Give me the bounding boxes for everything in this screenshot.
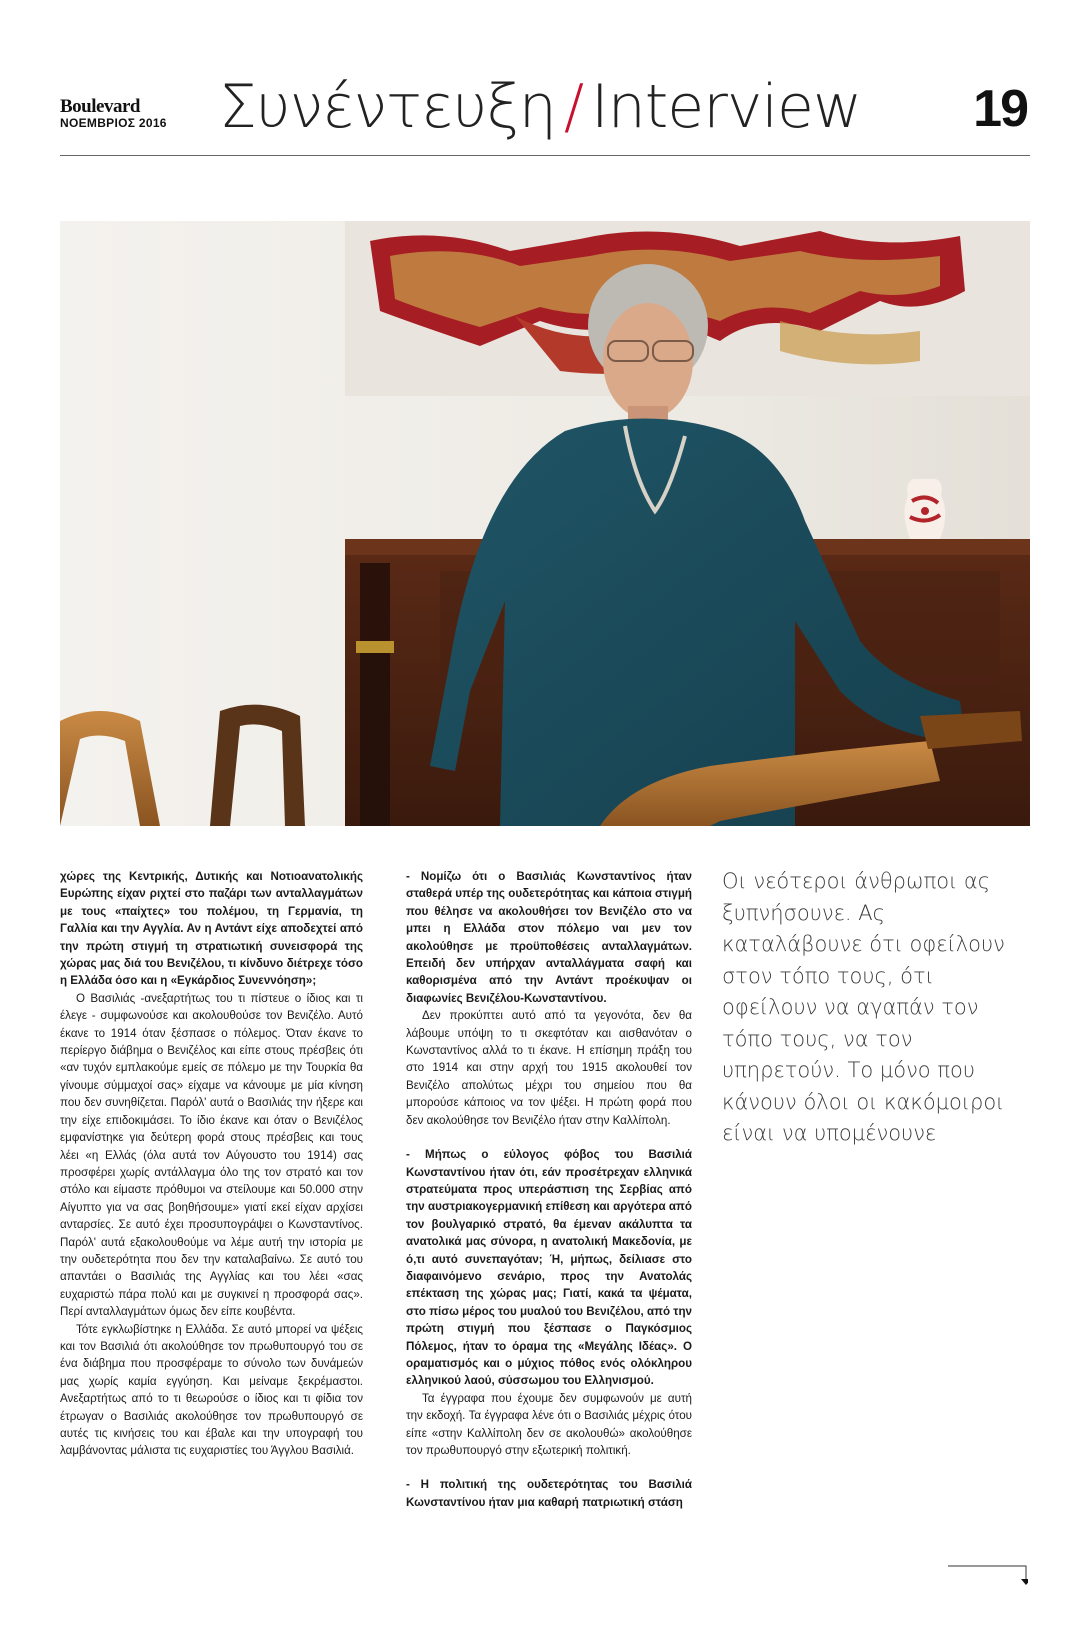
brand-name: Boulevard: [60, 96, 140, 117]
continue-arrow-icon: [948, 1565, 1028, 1587]
page-number: 19: [973, 80, 1027, 138]
portrait-photo: [60, 221, 1030, 826]
section-slash: /: [563, 72, 584, 142]
answer-paragraph: Ο Βασιλιάς -ανεξαρτήτως του τι πίστευε ο ίδιος και τι έλεγε - συμφωνούσε και ακολουθούσε τον Βενιζέλο. Αυτό έκανε το 1914 όταν ξέσπασε ο πόλεμος. Όταν έκανε το περίεργο διάβημα ο Βενιζέλος και είπε στους πρέσβεις ότι «αν τυχόν εμπλακούμε εμείς σε πόλεμο με την Τουρκία θα γίνουμε σύμμαχοί σας» είχαμε να κάνουμε με μία κίνηση που δεν συνηθίζεται. Παρόλ' αυτά ο Βασιλιάς την ήξερε και την είχε επιδοκιμάσει. Το ίδιο έκανε και όταν ο Βενιζέλος εμφανίστηκε για δεύτερη φορά στους πρέσβεις και τους λέει «η Ελλάς (όλα αυτά τον Αύγουστο του 1914) σας προσφέρει χωρίς αντάλλαγμα όλο της τον στρατό και τον στόλο και είμαστε πρόθυμοι να στείλουμε και 50.000 στην Αίγυπτο για να σας βοηθήσουμε» γιατί εκεί είχαν αρχίσει ανταρσίες. Σε αυτό έχει προσυπογράψει ο Κωνσταντίνος. Παρόλ' αυτά εξακολουθούμε να λέμε αυτή την ιστορία με την ουδετερότητα που δεν την καταλαβαίνω. Σε αυτό του απαντάει ο Βασιλιάς της Αγγλίας και του λέει «σας ευχαριστώ πάρα πολύ και με συγκινεί η προσφορά σας». Περί ανταλλαγμάτων όμως δεν είπε κουβέντα.: [60, 991, 363, 1319]
answer-paragraph: Δεν προκύπτει αυτό από τα γεγονότα, δεν θα λάβουμε υπόψη το τι σκεφτόταν και αισθανόταν ο Κωνσταντίνος αλλά το τι έκανε. Η επίσημη πράξη του στο 1914 και στην αρχή του 1915 ακολουθεί τον Βενιζέλο απολύτως μέχρι του σημείου που θα μπορούσε κάποιος να τον ψέξει. Η πρώτη φορά που δεν ακολούθησε τον Βενιζέλο ήταν στην Καλλίπολη.: [406, 1009, 692, 1127]
section-title-greek: Συνέντευξη: [218, 72, 556, 142]
header-divider: [60, 155, 1030, 156]
question-paragraph: χώρες της Κεντρικής, Δυτικής και Νοτιοανατολικής Ευρώπης είχαν ριχτεί στο παζάρι των ανταλλαγμάτων με τους «παίχτες» του πολέμου, τη Γερμανία, τη Γαλλία και την Αγγλία. Αν η Αντάντ είχε αποδεχτεί από την πρώτη στιγμή τη στρατιωτική συνεισφορά της χώρας μας διά του Βενιζέλου, τι κίνδυνο διέτρεχε τόσο η Ελλάδα όσο και η «Εγκάρδιος Συνεννόηση»;: [60, 870, 363, 988]
answer-paragraph: Τότε εγκλωβίστηκε η Ελλάδα. Σε αυτό μπορεί να ψέξεις και τον Βασιλιά ότι ακολούθησε τον πρωθυπουργό του σε ένα διάβημα που προσφέραμε το σύνολο των δυνάμεών μας χωρίς καμία εγγύηση. Και μείναμε ξεκρέμαστοι. Ανεξαρτήτως από το τι θεωρούσε ο ίδιος και τι φίδια τον έτρωγαν ο Βασιλιάς ακολούθησε τον πρωθυπουργό σε αυτές τις κινήσεις του και έβαλε και την υπογραφή του λαμβάνοντας μάλιστα τις ευχαριστίες του Άγγλου Βασιλιά.: [60, 1322, 363, 1458]
answer-paragraph: Τα έγγραφα που έχουμε δεν συμφωνούν με αυτή την εκδοχή. Τα έγγραφα λένε ότι ο Βασιλιάς μέχρις ότου είπε «στην Καλλίπολη δεν σε ακολουθώ» ακολούθησε τον πρωθυπουργό στην εξωτερική πολιτική.: [406, 1391, 692, 1457]
section-title: [0, 72, 1080, 142]
pull-quote: Οι νεότεροι άνθρωποι ας ξυπνήσουνε. Ας καταλάβουνε ότι οφείλουν στον τόπο τους, ότι οφείλουν να αγαπάν τον τόπο τους, να τον υπηρετούν. Το μόνο που κάνουν όλοι οι κακόμοιροι είναι να υπομένουνε: [722, 869, 1005, 1145]
question-paragraph: - Νομίζω ότι ο Βασιλιάς Κωνσταντίνος ήταν σταθερά υπέρ της ουδετερότητας και κάποια στιγμή που θέλησε να ακολουθήσει τον Βενιζέλο στο να μπει η Ελλάδα στον πόλεμο ναι μεν τον ακολούθησε με προϋποθέσεις ανταλλαγμάτων. Επειδή δεν υπήρχαν ανταλλάγματα σαφή και καθορισμένα από την Αντάντ προέκυψαν οι διαφωνίες Βενιζέλου-Κωνσταντίνου.: [406, 870, 692, 1005]
section-title-english: Interview: [591, 72, 862, 142]
question-paragraph: - Η πολιτική της ουδετερότητας του Βασιλιά Κωνσταντίνου ήταν μια καθαρή πατριωτική στάση: [406, 1478, 692, 1509]
article-column-1: [60, 868, 363, 1460]
article-column-2: [406, 868, 692, 1511]
question-paragraph: - Μήπως ο εύλογος φόβος του Βασιλιά Κωνσταντίνου ήταν ότι, εάν προσέτρεχαν ελληνικά στρατεύματα προς υπεράσπιση της Σερβίας από την αυστριακογερμανική επίθεση και αργότερα από τον βουλγαρικό στρατό, θα έμεναν ακάλυπτα τα ανατολικά μας σύνορα, η ανατολική Μακεδονία, με ό,τι αυτό συνεπαγόταν; Ή, μήπως, δείλιασε στο διαφαινόμενο σενάριο, προς την Ανατολάς επέκταση της χώρας μας; Γιατί, κακά τα ψέματα, στο πίσω μέρος του μυαλού του Βενιζέλου, από την πρώτη στιγμή που ξέσπασε ο Παγκόσμιος Πόλεμος, ήταν το όραμα της «Μεγάλης Ιδέας». Ο οραματισμός και ο μύχιος πόθος ενός ολόκληρου ελληνικού λαού, σύσσωμου του Ελληνισμού.: [406, 1148, 692, 1388]
issue-date: ΝΟΕΜΒΡΙΟΣ 2016: [60, 116, 167, 130]
